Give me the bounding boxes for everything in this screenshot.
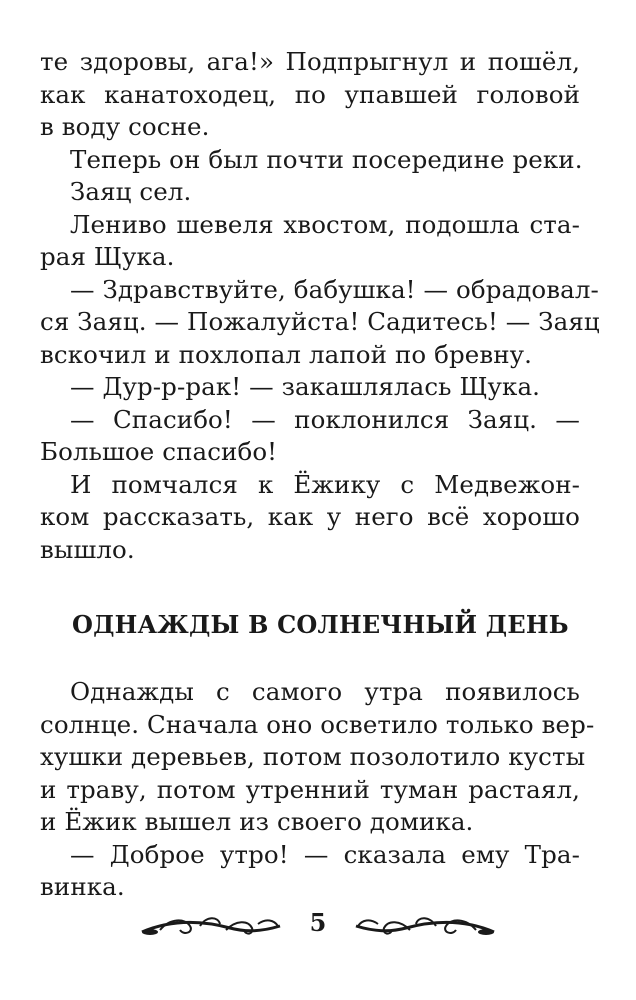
chapter-heading: ОДНАЖДЫ В СОЛНЕЧНЫЙ ДЕНЬ [72, 610, 569, 639]
text-line: Теперь он был почти посередине реки. [70, 144, 583, 174]
flourish-right-icon [346, 912, 496, 942]
text-line: И помчался к Ёжику с Медвежон- [70, 469, 580, 499]
text-line: рая Щука. [40, 242, 175, 271]
page-number: 5 [309, 908, 327, 937]
text-line: Заяц сел. [70, 177, 192, 206]
text-line: Большое спасибо! [40, 437, 278, 466]
text-line: в воду сосне. [40, 112, 210, 141]
text-line: как канатоходец, по упавшей головой [40, 79, 580, 109]
text-line: Лениво шевеля хвостом, подошла ста- [70, 209, 580, 239]
text-line: вскочил и похлопал лапой по бревну. [40, 339, 533, 369]
text-line: ся Заяц. — Пожалуйста! Садитесь! — Заяц [40, 307, 600, 336]
bottom-text-block [40, 676, 595, 904]
text-line: вышло. [40, 534, 135, 564]
text-line: — Дур-р-рак! — закашлялась Щука. [70, 372, 541, 401]
text-line: — Спасибо! — поклонился Заяц. — [70, 404, 580, 434]
text-line: Однажды с самого утра появилось [70, 677, 580, 706]
page-footer [140, 906, 496, 950]
text-line: солнце. Сначала оно осветило только вер- [40, 709, 595, 739]
text-line: винка. [40, 872, 125, 901]
text-line: — Здравствуйте, бабушка! — обрадовал- [70, 274, 599, 304]
text-line: хушки деревьев, потом позолотило кусты [40, 742, 586, 771]
text-line: и Ёжик вышел из своего домика. [40, 807, 474, 836]
top-text-block [40, 46, 600, 566]
text-line: те здоровы, ага!» Подпрыгнул и пошёл, [40, 47, 580, 76]
text-line: и траву, потом утренний туман растаял, [40, 774, 580, 804]
text-line: ком рассказать, как у него всё хорошо [40, 502, 580, 531]
text-line: — Доброе утро! — сказала ему Тра- [70, 839, 580, 869]
